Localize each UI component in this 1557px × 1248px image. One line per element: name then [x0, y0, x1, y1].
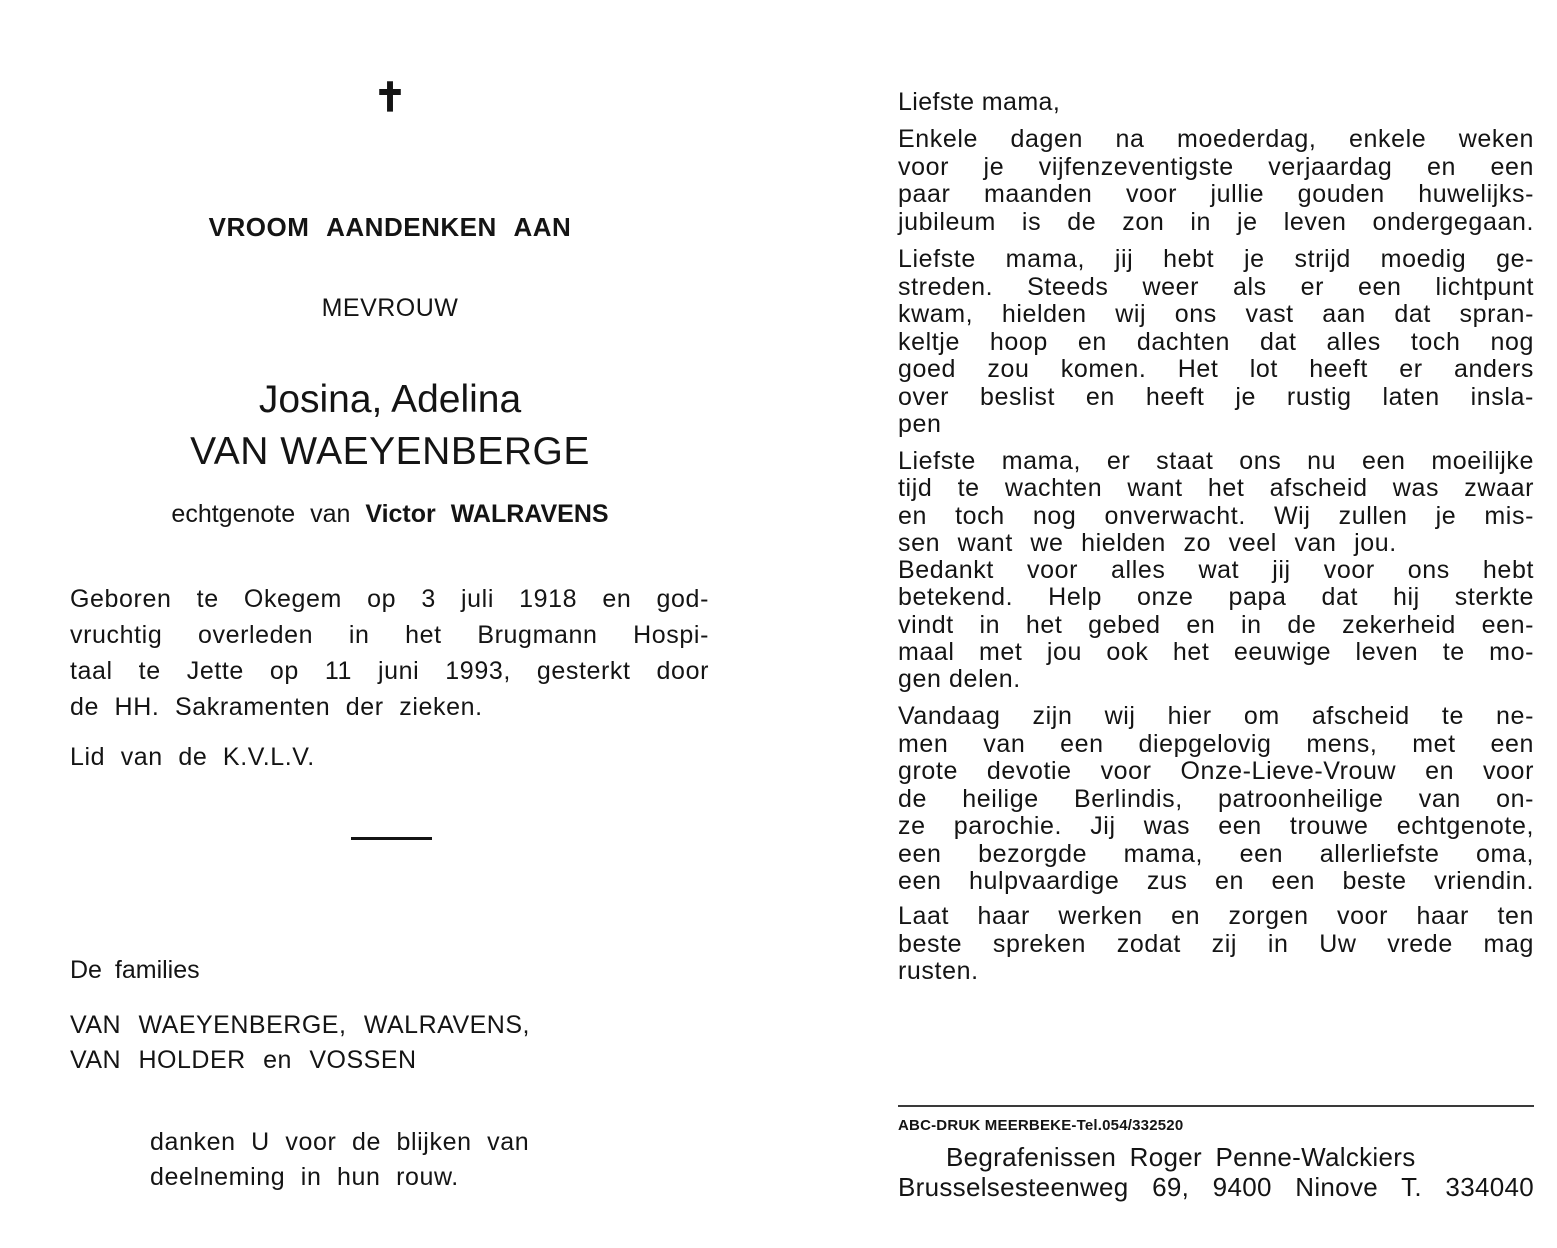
- paragraph-line: streden. Steeds weer als er een lichtpunt: [898, 272, 1534, 301]
- paragraph-line: over beslist en heeft je rustig laten insla-: [898, 382, 1534, 411]
- card-title: MEVROUW: [321, 294, 459, 322]
- paragraph-line: gen delen.: [898, 665, 1021, 694]
- printer-credit: ABC-DRUK MEERBEKE-Tel.054/332520: [898, 1117, 1184, 1134]
- paragraph-line: betekend. Help onze papa dat hij sterkte: [898, 583, 1534, 612]
- paragraph-line: jubileum is de zon in je leven ondergegaan.: [898, 207, 1534, 236]
- spouse-line: [0, 500, 780, 529]
- paragraph-line: Bedankt voor alles wat jij voor ons hebt: [898, 556, 1534, 585]
- spouse-name: Victor WALRAVENS: [365, 500, 609, 528]
- birth-death-line-4: de HH. Sakramenten der zieken.: [70, 693, 483, 721]
- letter-paragraph-5: [898, 903, 1534, 986]
- paragraph-line: Liefste mama, er staat ons nu een moeilijke: [898, 447, 1534, 475]
- paragraph-line: goed zou komen. Het lot heeft er anders: [898, 355, 1534, 383]
- paragraph-line: Liefste mama, jij hebt je strijd moedig ge-: [898, 245, 1534, 273]
- paragraph-line: rusten.: [898, 957, 979, 985]
- letter-greeting: Liefste mama,: [898, 88, 1061, 116]
- paragraph-line: paar maanden voor jullie gouden huwelijks-: [898, 180, 1534, 208]
- birth-death-line-3: taal te Jette op 11 juni 1993, gesterkt door: [70, 657, 709, 685]
- paragraph-line: voor je vijfenzeventigste verjaardag en een: [898, 152, 1534, 181]
- thanks-line-2: deelneming in hun rouw.: [150, 1163, 459, 1191]
- membership: Lid van de K.V.L.V.: [70, 743, 315, 771]
- paragraph-line: een bezorgde mama, een allerliefste oma,: [898, 839, 1534, 868]
- paragraph-line: tijd te wachten want het afscheid was zwaar: [898, 474, 1534, 503]
- paragraph-line: Laat haar werken en zorgen voor haar ten: [898, 902, 1534, 930]
- birth-death-text: [70, 581, 709, 725]
- families-names-line-1: VAN WAEYENBERGE, WALRAVENS,: [70, 1011, 530, 1039]
- paragraph-line: keltje hoop en dachten dat alles toch nog: [898, 327, 1534, 356]
- letter-paragraph-1: [898, 126, 1534, 236]
- paragraph-line: maal met jou ook het eeuwige leven te mo-: [898, 638, 1534, 667]
- divider: [351, 837, 432, 840]
- funeral-home-address: Brusselsesteenweg 69, 9400 Ninove T. 334040: [898, 1172, 1534, 1202]
- paragraph-line: een hulpvaardige zus en een beste vriendin.: [898, 867, 1534, 895]
- right-panel: [780, 0, 1557, 1248]
- letter-paragraph-3: [898, 448, 1534, 694]
- families-label: De families: [70, 956, 200, 984]
- spouse-prefix: echtgenote van: [171, 500, 351, 528]
- paragraph-line: men van een diepgelovig mens, met een: [898, 729, 1534, 758]
- paragraph-line: de heilige Berlindis, patroonheilige van on-: [898, 784, 1534, 813]
- letter-paragraph-2: [898, 246, 1534, 439]
- funeral-home-name: Begrafenissen Roger Penne-Walckiers: [946, 1142, 1416, 1172]
- thanks-line-1: danken U voor de blijken van: [150, 1128, 530, 1156]
- paragraph-line: sen want we hielden zo veel van jou.: [898, 528, 1397, 557]
- card-heading: VROOM AANDENKEN AAN: [208, 212, 572, 242]
- paragraph-line: beste spreken zodat zij in Uw vrede mag: [898, 929, 1534, 958]
- paragraph-line: en toch nog onverwacht. Wij zullen je mis-: [898, 501, 1534, 530]
- paragraph-line: grote devotie voor Onze-Lieve-Vrouw en voor: [898, 757, 1534, 785]
- paragraph-line: Enkele dagen na moederdag, enkele weken: [898, 125, 1534, 153]
- paragraph-line: vindt in het gebed en in de zekerheid een-: [898, 610, 1534, 639]
- cross-icon: ✝: [373, 74, 407, 121]
- paragraph-line: kwam, hielden wij ons vast aan dat spran-: [898, 300, 1534, 328]
- birth-death-line-2: vruchtig overleden in het Brugmann Hospi-: [70, 621, 709, 649]
- birth-death-line-1: Geboren te Okegem op 3 juli 1918 en god-: [70, 585, 709, 613]
- surname: VAN WAEYENBERGE: [190, 430, 590, 473]
- footer-separator: [898, 1105, 1534, 1107]
- families-names-line-2: VAN HOLDER en VOSSEN: [70, 1046, 417, 1074]
- paragraph-line: pen: [898, 410, 942, 438]
- paragraph-line: ze parochie. Jij was een trouwe echtgenote,: [898, 812, 1534, 840]
- first-names: Josina, Adelina: [258, 378, 522, 421]
- letter-paragraph-4: [898, 703, 1534, 896]
- paragraph-line: Vandaag zijn wij hier om afscheid te ne-: [898, 702, 1534, 730]
